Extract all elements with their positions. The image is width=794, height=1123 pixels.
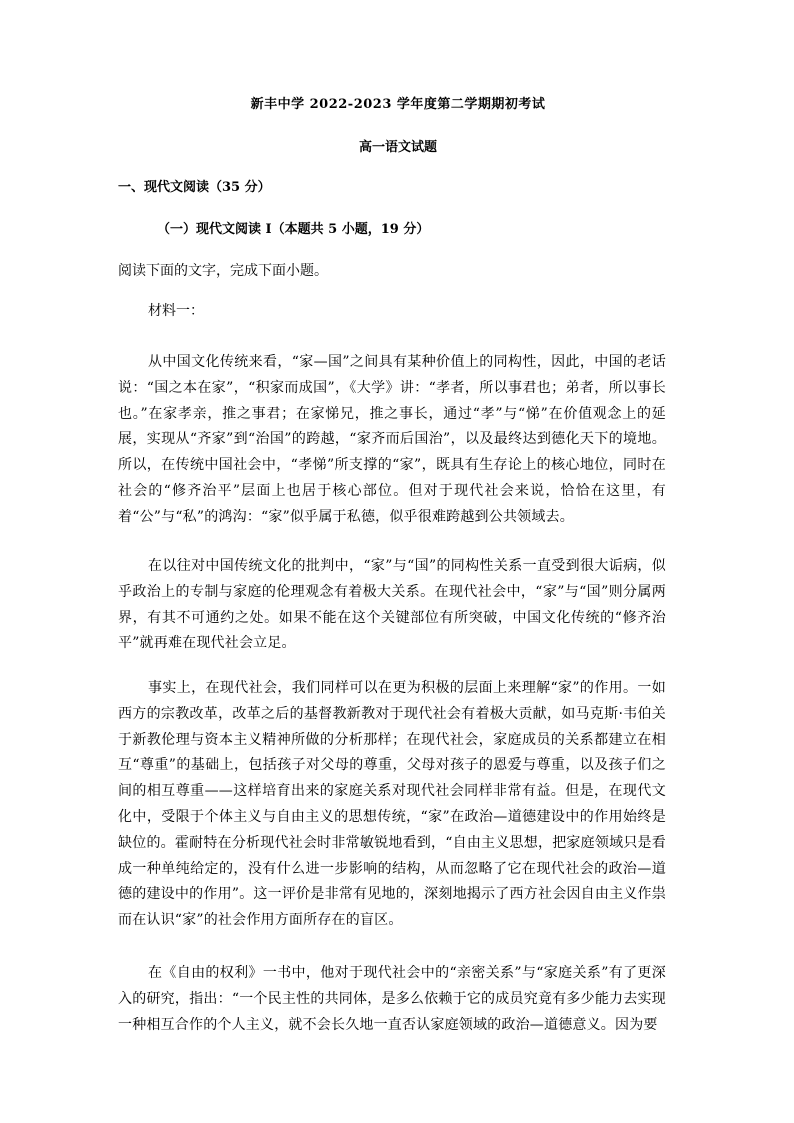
paragraph: 在《自由的权利》一书中，他对于现代社会中的“亲密关系”与“家庭关系”有了更深入的研究，指出：“一个民主性的共同体，是多么依赖于它的成员究竟有多少能力去实现一种相互合作的个人主义，就不会长久地一直否认家庭领域的政治—道德意义。因为要 [118, 965, 666, 1033]
reading-instruction: 阅读下面的文字，完成下面小题。 [118, 263, 328, 279]
paragraph: 在以往对中国传统文化的批判中，“家”与“国”的同构性关系一直受到很大诟病，似乎政治上的专制与家庭的伦理观念有着极大关系。在现代社会中，“家”与“国”则分属两界，有其不可通约之处。如果不能在这个关键部位有所突破，中国文化传统的“修齐治平”就再难在现代社会立足。 [118, 558, 666, 652]
section-heading: 一、现代文阅读（35 分） [118, 180, 271, 195]
paragraph: 从中国文化传统来看，“家—国”之间具有某种价值上的同构性，因此，中国的老话说：“国之本在家”，“积家而成国”，《大学》讲：“孝者，所以事君也；弟者，所以事长也。”在家孝亲，推之事君；在家悌兄，推之事长，通过“孝”与“悌”在价值观念上的延展，实现从“齐家”到“治国”的跨越，“家齐而后国治”，以及最终达到德化天下的境地。所以，在传统中国社会中，“孝悌”所支撑的“家”，既具有生存论上的核心地位，同时在社会的“修齐治平”层面上也居于核心部位。但对于现代社会来说，恰恰在这里，有着“公”与“私”的鸿沟：“家”似乎属于私德，似乎很难跨越到公共领域去。 [118, 354, 666, 525]
material-label: 材料一： [148, 303, 204, 319]
subsection-heading: （一）现代文阅读 I（本题共 5 小题，19 分） [157, 222, 430, 237]
exam-subtitle: 高一语文试题 [358, 140, 437, 155]
exam-title: 新丰中学 2022-2023 学年度第二学期期初考试 [250, 97, 546, 112]
paragraph: 事实上，在现代社会，我们同样可以在更为积极的层面上来理解“家”的作用。一如西方的宗教改革，改革之后的基督教新教对于现代社会有着极大贡献，如马克斯·韦伯关于新教伦理与资本主义精神所做的分析那样；在现代社会，家庭成员的关系都建立在相互“尊重”的基础上，包括孩子对父母的尊重，父母对孩子的恩爱与尊重，以及孩子们之间的相互尊重——这样培育出来的家庭关系对现代社会同样非常有益。但是，在现代文化中，受限于个体主义与自由主义的思想传统，“家”在政治—道德建设中的作用始终是缺位的。霍耐特在分析现代社会时非常敏锐地看到，“自由主义思想，把家庭领域只是看成一种单纯给定的，没有什么进一步影响的结构，从而忽略了它在现代社会的政治—道德的建设中的作用”。这一评价是非常有见地的，深刻地揭示了西方社会因自由主义作祟而在认识“家”的社会作用方面所存在的盲区。 [118, 680, 666, 929]
